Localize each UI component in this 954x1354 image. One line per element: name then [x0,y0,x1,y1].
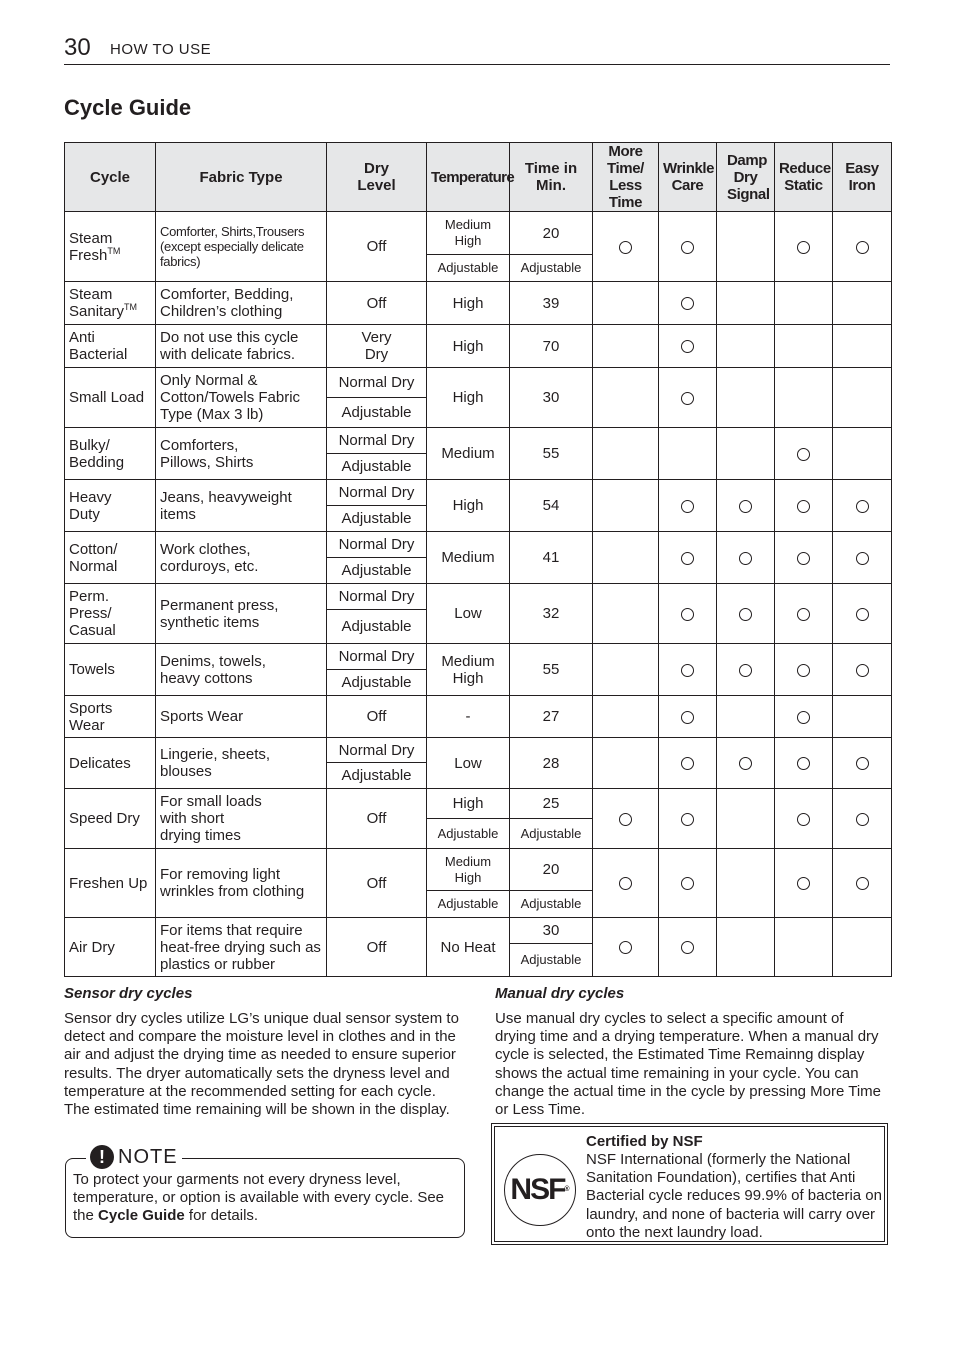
option-mark [659,532,717,584]
option-mark [775,696,833,738]
temperature-cell: Adjustable [427,819,510,849]
option-empty [717,849,775,918]
header-easy-iron: Easy Iron [833,143,892,212]
temperature-cell: Medium High [427,212,510,255]
time-cell: 32 [510,584,593,644]
temperature-cell: Medium High [427,849,510,891]
circle-icon [681,392,694,405]
dry-level-cell: Adjustable [327,558,427,584]
table-row [65,644,892,670]
circle-icon [619,941,632,954]
sensor-dry-title: Sensor dry cycles [64,985,193,1002]
cycle-cell: Bulky/ Bedding [65,428,156,480]
circle-icon [797,813,810,826]
fabric-cell: Comforter, Bedding, Children’s clothing [156,282,327,325]
nsf-title: Certified by NSF [586,1133,703,1150]
circle-icon [856,608,869,621]
circle-icon [681,664,694,677]
option-empty [593,428,659,480]
dry-level-cell: Adjustable [327,398,427,428]
circle-icon [739,608,752,621]
option-mark [659,918,717,977]
table-row [65,696,892,738]
option-mark [659,212,717,282]
option-mark [659,644,717,696]
temperature-cell: Medium High [427,644,510,696]
circle-icon [681,297,694,310]
option-empty [593,368,659,428]
time-cell: Adjustable [510,819,593,849]
option-mark [833,849,892,918]
option-mark [775,212,833,282]
cycle-cell: Towels [65,644,156,696]
option-empty [717,428,775,480]
circle-icon [681,241,694,254]
cycle-cell: Speed Dry [65,789,156,849]
time-cell: 39 [510,282,593,325]
circle-icon [856,813,869,826]
option-mark [775,849,833,918]
circle-icon [681,608,694,621]
cycle-cell: Small Load [65,368,156,428]
trademark: TM [124,302,138,312]
dry-level-cell: Adjustable [327,610,427,644]
table-row [65,532,892,558]
option-empty [593,532,659,584]
nsf-text: NSF International (formerly the National Sanitation Foundation), certifies that Anti Bacterial cycle reduces 99.9% of bacteria on laundry, and none of bacteria will carry over onto the next laundry load. [586,1151,882,1241]
option-empty [593,480,659,532]
time-cell: 55 [510,644,593,696]
circle-icon [681,813,694,826]
option-mark [775,789,833,849]
temperature-cell: Adjustable [427,891,510,918]
time-cell: 20 [510,212,593,255]
circle-icon [739,500,752,513]
circle-icon [681,711,694,724]
fabric-cell: Comforter, Shirts,Trousers (except especially delicate fabrics) [156,212,327,282]
dry-level-cell: Off [327,918,427,977]
option-empty [775,368,833,428]
option-mark [775,644,833,696]
circle-icon [681,757,694,770]
circle-icon [739,552,752,565]
option-empty [593,696,659,738]
trademark: TM [107,245,121,256]
option-empty [775,918,833,977]
circle-icon [856,664,869,677]
time-cell: 27 [510,696,593,738]
temperature-cell: High [427,480,510,532]
cycle-cell: Cotton/ Normal [65,532,156,584]
dry-level-cell: Off [327,212,427,282]
time-cell: Adjustable [510,255,593,282]
circle-icon [856,500,869,513]
circle-icon [856,552,869,565]
time-cell: 20 [510,849,593,891]
nsf-certification-box [494,1126,885,1242]
option-empty [593,325,659,368]
dry-level-cell: Off [327,696,427,738]
note-header [86,1145,182,1169]
option-mark [659,696,717,738]
exclamation-icon: ! [90,1145,114,1169]
option-mark [775,480,833,532]
option-empty [593,584,659,644]
option-mark [717,480,775,532]
cycle-cell [65,212,156,282]
header-fabric-type: Fabric Type [156,143,327,212]
fabric-cell: For small loads with short drying times [156,789,327,849]
table-row [65,918,892,944]
option-mark [659,789,717,849]
note-box [65,1145,465,1238]
registered-mark: ® [564,1186,570,1193]
circle-icon [797,757,810,770]
option-mark [717,644,775,696]
note-text-part: To protect your garments not every dryness level, temperature, or option is available with every cycle. See the [73,1171,445,1224]
dry-level-cell: Normal Dry [327,428,427,454]
option-mark [593,918,659,977]
table-row [65,325,892,368]
cycle-cell: Air Dry [65,918,156,977]
circle-icon [739,757,752,770]
fabric-cell: Do not use this cycle with delicate fabrics. [156,325,327,368]
table-header-row [65,143,892,212]
nsf-logo [504,1154,576,1226]
table-row [65,282,892,325]
dry-level-cell: Normal Dry [327,368,427,398]
temperature-cell: Medium [427,428,510,480]
option-empty [833,696,892,738]
time-cell: 41 [510,532,593,584]
dry-level-cell: Normal Dry [327,644,427,670]
option-empty [833,368,892,428]
cycle-cell: Perm. Press/ Casual [65,584,156,644]
option-empty [593,738,659,789]
option-mark [659,282,717,325]
fabric-cell: Lingerie, sheets, blouses [156,738,327,789]
temperature-cell: High [427,282,510,325]
option-empty [717,325,775,368]
fabric-cell: Work clothes, corduroys, etc. [156,532,327,584]
fabric-cell: Permanent press, synthetic items [156,584,327,644]
table-row [65,789,892,819]
header-more-less-time: More Time/ Less Time [593,143,659,212]
circle-icon [681,877,694,890]
note-text-bold: Cycle Guide [98,1207,185,1224]
circle-icon [797,552,810,565]
temperature-cell: Low [427,738,510,789]
dry-level-cell: Very Dry [327,325,427,368]
option-empty [833,918,892,977]
time-cell: Adjustable [510,944,593,977]
option-mark [659,849,717,918]
temperature-cell: Low [427,584,510,644]
circle-icon [856,757,869,770]
dry-level-cell: Off [327,849,427,918]
manual-dry-title: Manual dry cycles [495,985,625,1002]
option-mark [833,644,892,696]
option-mark [593,212,659,282]
circle-icon [797,877,810,890]
circle-icon [797,448,810,461]
dry-level-cell: Adjustable [327,506,427,532]
dry-level-cell: Normal Dry [327,480,427,506]
option-mark [593,849,659,918]
section-name: HOW TO USE [110,41,212,58]
header-damp-dry-signal: Damp Dry Signal [717,143,775,212]
time-cell: 30 [510,368,593,428]
temperature-cell: Medium [427,532,510,584]
header-cycle: Cycle [65,143,156,212]
option-mark [775,428,833,480]
page-number: 30 [64,34,91,61]
circle-icon [797,241,810,254]
option-mark [659,584,717,644]
option-mark [659,368,717,428]
cycle-name: Steam Sanitary [69,286,125,320]
page-header [64,30,890,65]
circle-icon [797,711,810,724]
table-row [65,428,892,454]
dry-level-cell: Adjustable [327,454,427,480]
circle-icon [619,813,632,826]
option-empty [833,325,892,368]
fabric-cell: Comforters, Pillows, Shirts [156,428,327,480]
cycle-cell: Freshen Up [65,849,156,918]
note-label: NOTE [118,1145,178,1168]
option-mark [775,532,833,584]
nsf-logo-text: NSF [510,1173,565,1206]
option-mark [659,480,717,532]
header-time: Time in Min. [510,143,593,212]
circle-icon [681,340,694,353]
option-empty [717,696,775,738]
option-mark [833,212,892,282]
option-empty [717,282,775,325]
header-dry-level: Dry Level [327,143,427,212]
circle-icon [797,608,810,621]
option-mark [833,480,892,532]
fabric-cell: Jeans, heavyweight items [156,480,327,532]
option-mark [717,738,775,789]
cycle-cell: Delicates [65,738,156,789]
option-empty [717,789,775,849]
sensor-dry-text: Sensor dry cycles utilize LG’s unique dual sensor system to detect and compare the moisture level in clothes and in the air and adjust the drying time as needed to ensure superior results. The dryer automatically sets the dryness level and temperature at the recommended setting for each cycle. The estimated time remaining will be shown in the display. [64,1010,459,1119]
option-empty [833,428,892,480]
circle-icon [681,500,694,513]
table-row [65,480,892,506]
time-cell: 55 [510,428,593,480]
cycle-cell [65,282,156,325]
table-row [65,584,892,610]
cycle-cell: Sports Wear [65,696,156,738]
manual-dry-text: Use manual dry cycles to select a specific amount of drying time and a drying temperature. When a manual dry cycle is selected, the Estimated Time Remainng display shows the actual time remaining in your cycle. You can change the actual time in the cycle by pressing More Time or Less Time. [495,1010,882,1119]
option-mark [833,584,892,644]
dry-level-cell: Off [327,789,427,849]
option-mark [659,325,717,368]
circle-icon [856,877,869,890]
dry-level-cell: Adjustable [327,763,427,789]
circle-icon [619,877,632,890]
table-row [65,368,892,398]
option-mark [775,738,833,789]
cycle-cell: Anti Bacterial [65,325,156,368]
note-text-part: for details. [184,1207,259,1224]
header-temperature: Temperature [427,143,510,212]
temperature-cell: - [427,696,510,738]
option-empty [775,282,833,325]
time-cell: 54 [510,480,593,532]
table-row [65,212,892,255]
dry-level-cell: Normal Dry [327,532,427,558]
table-row [65,849,892,891]
option-empty [717,918,775,977]
page-title: Cycle Guide [64,95,192,120]
option-mark [775,584,833,644]
fabric-cell: For removing light wrinkles from clothing [156,849,327,918]
fabric-cell: Sports Wear [156,696,327,738]
option-mark [659,738,717,789]
dry-level-cell: Normal Dry [327,738,427,763]
time-cell: 30 [510,918,593,944]
option-empty [717,212,775,282]
cycle-name: Steam Fresh [69,229,113,264]
dry-level-cell: Normal Dry [327,584,427,610]
option-empty [593,282,659,325]
fabric-cell: Denims, towels, heavy cottons [156,644,327,696]
cycle-cell: Heavy Duty [65,480,156,532]
time-cell: 25 [510,789,593,819]
temperature-cell: Adjustable [427,255,510,282]
circle-icon [856,241,869,254]
note-text [73,1171,458,1225]
fabric-cell: Only Normal & Cotton/Towels Fabric Type (Max 3 lb) [156,368,327,428]
temperature-cell: High [427,789,510,819]
option-mark [833,789,892,849]
temperature-cell: High [427,368,510,428]
option-empty [659,428,717,480]
dry-level-cell: Off [327,282,427,325]
option-mark [833,738,892,789]
circle-icon [681,941,694,954]
circle-icon [681,552,694,565]
circle-icon [739,664,752,677]
time-cell: 70 [510,325,593,368]
header-wrinkle-care: Wrinkle Care [659,143,717,212]
circle-icon [619,241,632,254]
cycle-guide-table [64,142,892,977]
time-cell: Adjustable [510,891,593,918]
option-mark [833,532,892,584]
table-row [65,738,892,763]
option-empty [833,282,892,325]
temperature-cell: No Heat [427,918,510,977]
option-empty [775,325,833,368]
circle-icon [797,664,810,677]
option-mark [593,789,659,849]
option-mark [717,584,775,644]
option-empty [717,368,775,428]
option-empty [593,644,659,696]
dry-level-cell: Adjustable [327,670,427,696]
header-reduce-static: Reduce Static [775,143,833,212]
option-mark [717,532,775,584]
fabric-cell: For items that require heat-free drying such as plastics or rubber [156,918,327,977]
temperature-cell: High [427,325,510,368]
time-cell: 28 [510,738,593,789]
circle-icon [797,500,810,513]
